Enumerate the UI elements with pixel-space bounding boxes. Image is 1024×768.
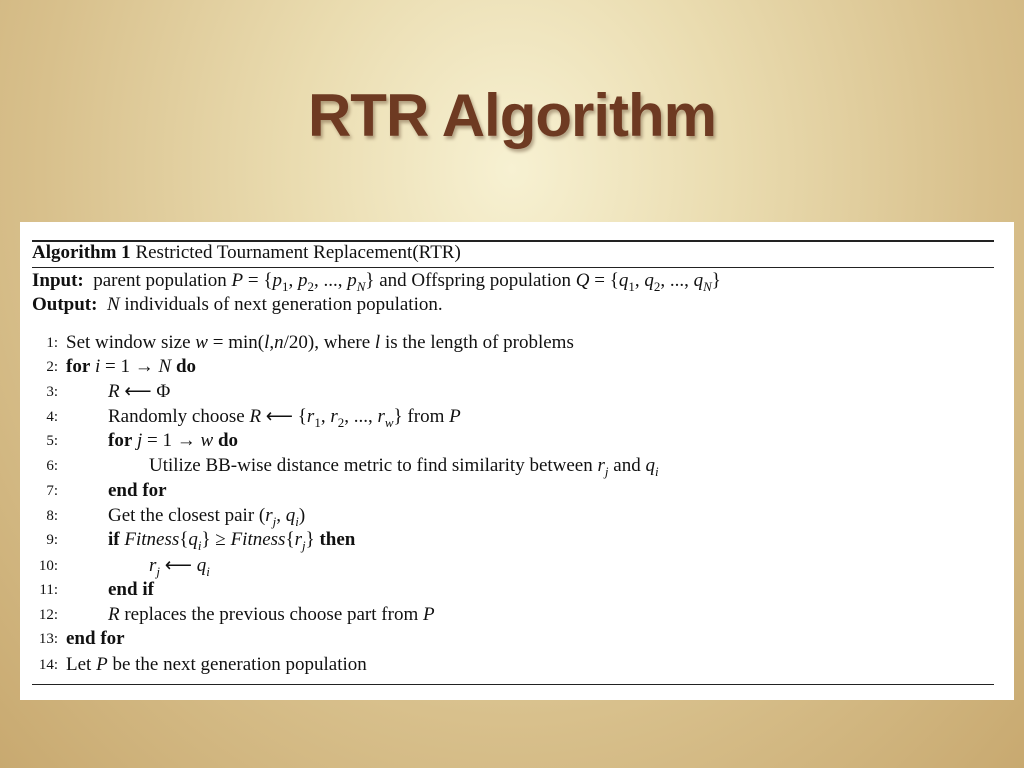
step-text: from (407, 406, 445, 427)
line-number: 3: (46, 384, 58, 400)
slide-title: RTR Algorithm (307, 82, 717, 149)
algorithm-step: 1: Set window size w = min(l,n/20), where l is the length of problems (20, 331, 990, 355)
algorithm-caption (32, 242, 461, 264)
algorithm-step: 9: if $Fitness\{q_i\}$ ≥ $Fitness\{r_j\}$ then (20, 528, 990, 552)
output-label: Output: (32, 294, 98, 315)
input-text-parent: parent population (93, 270, 227, 291)
bottom-rule (32, 684, 994, 685)
line-number: 11: (39, 582, 58, 598)
step-text: is the length of problems (384, 332, 574, 353)
keyword-if: if (108, 529, 120, 550)
line-number: 4: (46, 409, 58, 425)
algorithm-step (20, 627, 990, 651)
algorithm-step: 10: $r_j$ ⟵ $q_i$ (20, 554, 990, 578)
keyword-end-for: end for (108, 480, 167, 501)
step-text: Let (66, 654, 92, 675)
algorithm-caption-name: Restricted Tournament Replacement(RTR) (135, 242, 461, 263)
line-number: 1: (46, 335, 58, 351)
algorithm-step: 12: R replaces the previous choose part from P (20, 603, 990, 627)
input-text-offspring: and Offspring population (379, 270, 571, 291)
keyword-end-for: end for (66, 628, 125, 649)
output-text: individuals of next generation population. (124, 294, 443, 315)
algorithm-step: 4: Randomly choose R ⟵ {$r_1$, $r_2$, ..., $r_w$} from P (20, 405, 990, 429)
line-number: 9: (46, 532, 58, 548)
step-text: replaces the previous choose part from (124, 604, 419, 625)
algorithm-step: 8: Get the closest pair ($r_j$, $q_i$) (20, 504, 990, 528)
keyword-do: do (217, 430, 239, 451)
line-number: 7: (46, 483, 58, 499)
line-number: 8: (46, 508, 58, 524)
line-number: 5: (46, 433, 58, 449)
keyword-do: do (175, 356, 197, 377)
keyword-then: then (319, 529, 356, 550)
keyword-for: for (66, 356, 91, 377)
keyword-for: for (108, 430, 133, 451)
algorithm-caption-label: Algorithm 1 (32, 242, 131, 263)
line-number: 2: (46, 359, 58, 375)
algorithm-output: Output: N individuals of next generation population. (32, 294, 443, 315)
step-text: be the next generation population (112, 654, 367, 675)
step-text: Randomly choose (108, 406, 245, 427)
step-text: , where (314, 332, 371, 353)
caption-rule (32, 267, 994, 268)
algorithm-step (20, 578, 990, 602)
algorithm-step: 6: Utilize BB-wise distance metric to find similarity between $r_j$ and $q_i$ (20, 454, 990, 478)
step-text: Get the closest pair (108, 505, 255, 526)
step-text: Utilize BB-wise distance metric to find similarity between (149, 455, 593, 476)
algorithm-step (20, 479, 990, 503)
input-label: Input: (32, 270, 84, 291)
algorithm-step: 2: for i = 1 → N do (20, 355, 990, 379)
algorithm-box (20, 222, 1014, 700)
line-number: 6: (46, 458, 58, 474)
algorithm-step: 14: Let P be the next generation population (20, 653, 990, 677)
line-number: 13: (38, 631, 58, 647)
step-text: and (613, 455, 641, 476)
line-number: 14: (38, 657, 58, 673)
line-number: 10: (38, 558, 58, 574)
step-text: Set window size (66, 332, 191, 353)
line-number: 12: (38, 607, 58, 623)
algorithm-input: Input: parent population $P = \{p_1$, $p_2$, ..., $p_N$} and Offspring population $Q = \{q_1$, $q_2$, ..., $q_N$} (32, 270, 721, 294)
algorithm-step: 5: for j = 1 → w do (20, 429, 990, 453)
keyword-end-if: end if (108, 579, 154, 600)
algorithm-step: 3: R ⟵ Φ (20, 380, 990, 404)
